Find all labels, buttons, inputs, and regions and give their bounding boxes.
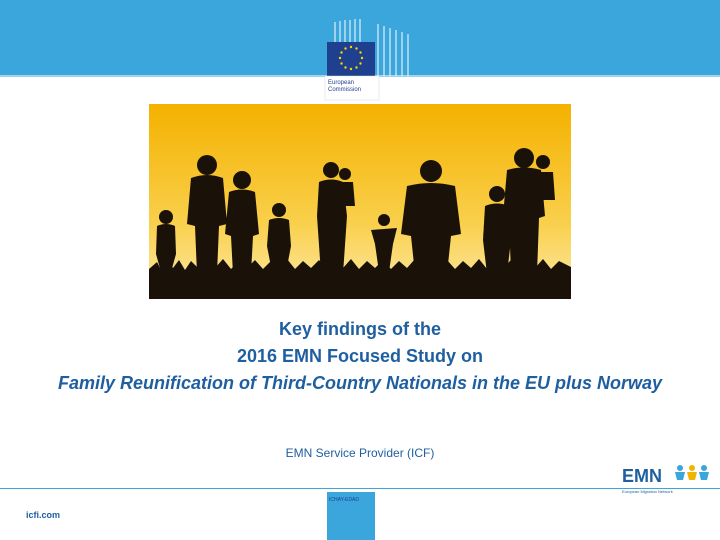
slide-subtitle: EMN Service Provider (ICF)	[285, 446, 435, 460]
ec-wordmark-line1: European	[328, 80, 355, 86]
title-line-3: Family Reunification of Third-Country Nationals in the EU plus Norway	[57, 373, 663, 393]
emn-tagline: European Migration Network	[622, 489, 673, 494]
title-line-2: 2016 EMN Focused Study on	[236, 346, 484, 366]
ec-wordmark-line2: Commission	[328, 87, 362, 93]
hero-family-silhouette-image	[149, 104, 571, 299]
footer-divider	[0, 488, 720, 489]
emn-wordmark: EMN	[622, 466, 662, 486]
footer-website: icfi.com	[26, 510, 61, 520]
title-line-1: Key findings of the	[279, 319, 441, 339]
european-commission-wordmark	[328, 80, 361, 94]
footer-center-label: ICHAY-EDAD	[329, 497, 360, 503]
slide-title	[40, 318, 680, 394]
